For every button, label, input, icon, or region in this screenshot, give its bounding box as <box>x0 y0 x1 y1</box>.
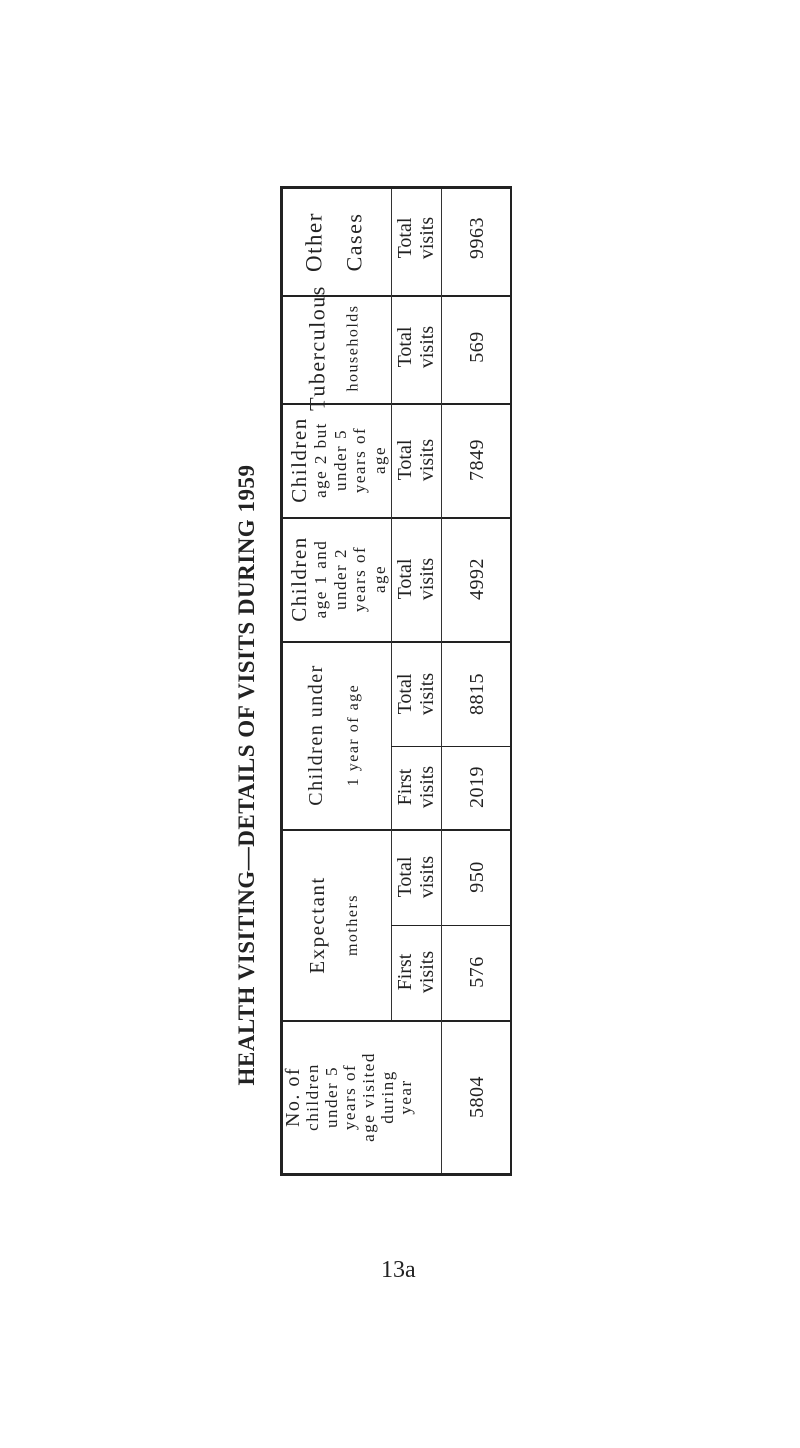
subheader-tuberculous-total: Total visits <box>394 325 438 369</box>
header-children-2-5: Children age 2 but under 5 years of age <box>286 417 389 503</box>
header-expectant-mothers: Expectant mothers <box>305 876 361 974</box>
page-title: HEALTH VISITING—DETAILS OF VISITS DURING 1959 <box>234 464 259 1086</box>
header-divider <box>391 189 392 1020</box>
value-tuberculous-total: 569 <box>466 331 489 363</box>
value-children-visited: 5804 <box>466 1076 489 1118</box>
value-other-total: 9963 <box>466 217 489 259</box>
subheader-expectant-total: Total visits <box>394 855 438 899</box>
subcolumn-divider <box>391 746 511 747</box>
subcolumn-divider <box>391 925 511 926</box>
value-children-1-2-total: 4992 <box>466 558 489 600</box>
subheader-expectant-first: First visits <box>394 950 438 994</box>
subheader-under-1-total: Total visits <box>394 672 438 716</box>
header-children-under-1: Children under 1 year of age <box>304 664 362 806</box>
header-other-cases: Other Cases <box>301 212 367 272</box>
subheader-children-1-2-total: Total visits <box>394 557 438 601</box>
subheader-other-total: Total visits <box>394 216 438 260</box>
group-divider <box>282 1020 511 1022</box>
header-children-1-2: Children age 1 and under 2 years of age <box>286 536 389 622</box>
value-under-1-first: 2019 <box>466 766 489 808</box>
group-divider <box>282 641 511 643</box>
group-divider <box>282 829 511 831</box>
header-children-visited: No. of children under 5 years of age visited during year <box>281 1052 416 1142</box>
subheader-children-2-5-total: Total visits <box>394 438 438 482</box>
page-number: 13a <box>381 1257 416 1283</box>
value-expectant-first: 576 <box>466 956 489 988</box>
header-tuberculous: Tuberculous households <box>304 285 362 411</box>
value-divider <box>441 189 442 1173</box>
subheader-under-1-first: First visits <box>394 765 438 809</box>
value-children-2-5-total: 7849 <box>466 439 489 481</box>
value-under-1-total: 8815 <box>466 673 489 715</box>
value-expectant-total: 950 <box>466 861 489 893</box>
group-divider <box>282 517 511 519</box>
